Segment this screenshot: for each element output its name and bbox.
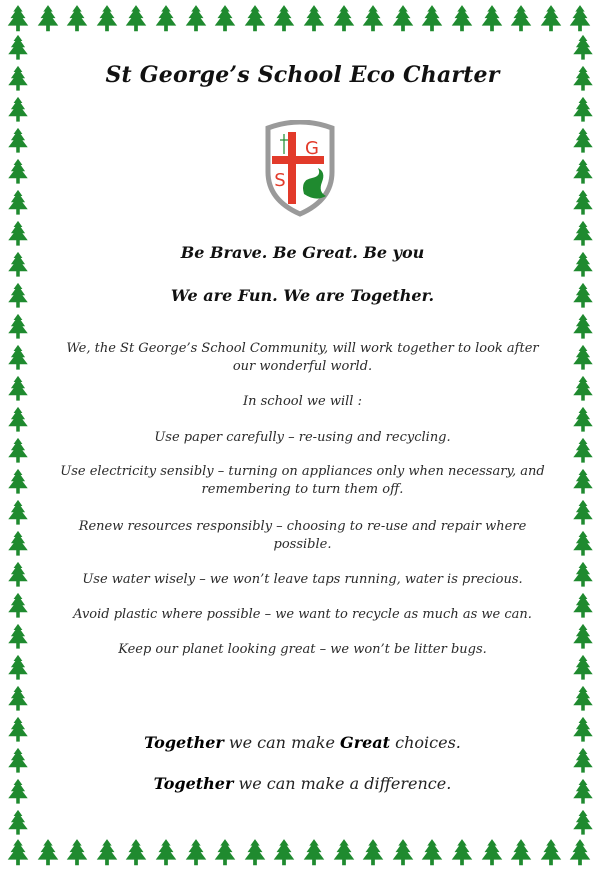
christmas-tree-icon <box>3 375 33 405</box>
motto-line-2: We are Fun. We are Together. <box>170 286 435 305</box>
christmas-tree-icon <box>211 838 239 870</box>
christmas-tree-icon <box>568 406 598 436</box>
christmas-tree-icon <box>330 4 358 36</box>
christmas-tree-icon <box>122 4 150 36</box>
tree-border-left <box>3 34 37 840</box>
christmas-tree-icon <box>568 747 598 777</box>
christmas-tree-icon <box>4 4 32 36</box>
christmas-tree-icon <box>3 313 33 343</box>
pledge-item: Keep our planet looking great – we won’t be litter bugs. <box>118 642 487 657</box>
christmas-tree-icon <box>568 468 598 498</box>
christmas-tree-icon <box>182 838 210 870</box>
christmas-tree-icon <box>568 282 598 312</box>
christmas-tree-icon <box>478 838 506 870</box>
christmas-tree-icon <box>3 530 33 560</box>
christmas-tree-icon <box>568 685 598 715</box>
christmas-tree-icon <box>568 778 598 808</box>
pledge-item: Avoid plastic where possible – we want to recycle as much as we can. <box>73 607 532 622</box>
christmas-tree-icon <box>568 716 598 746</box>
intro-paragraph: We, the St George’s School Community, will work together to look after our wonderful world. <box>66 341 539 374</box>
christmas-tree-icon <box>63 4 91 36</box>
christmas-tree-icon <box>389 4 417 36</box>
christmas-tree-icon <box>568 623 598 653</box>
christmas-tree-icon <box>537 4 565 36</box>
christmas-tree-icon <box>568 561 598 591</box>
pledge-item: Use paper carefully – re-using and recycling. <box>154 430 451 445</box>
christmas-tree-icon <box>182 4 210 36</box>
christmas-tree-icon <box>568 220 598 250</box>
pledge-item: Use water wisely – we won’t leave taps running, water is precious. <box>82 572 523 587</box>
christmas-tree-icon <box>568 654 598 684</box>
christmas-tree-icon <box>34 838 62 870</box>
christmas-tree-icon <box>3 34 33 64</box>
christmas-tree-icon <box>330 838 358 870</box>
christmas-tree-icon <box>152 4 180 36</box>
christmas-tree-icon <box>568 189 598 219</box>
in-school-heading: In school we will : <box>243 394 362 409</box>
christmas-tree-icon <box>3 499 33 529</box>
closing-text: choices. <box>390 733 461 752</box>
christmas-tree-icon <box>3 406 33 436</box>
christmas-tree-icon <box>3 96 33 126</box>
christmas-tree-icon <box>478 4 506 36</box>
christmas-tree-icon <box>3 65 33 95</box>
christmas-tree-icon <box>3 344 33 374</box>
charter-document <box>40 40 565 835</box>
christmas-tree-icon <box>448 838 476 870</box>
christmas-tree-icon <box>568 127 598 157</box>
christmas-tree-icon <box>3 158 33 188</box>
pledge-item: Use electricity sensibly – turning on appliances only when necessary, and remembering to turn them off. <box>60 464 545 497</box>
christmas-tree-icon <box>122 838 150 870</box>
christmas-tree-icon <box>270 4 298 36</box>
christmas-tree-icon <box>418 4 446 36</box>
pledge-item: Renew resources responsibly – choosing to re-use and repair where possible. <box>78 519 527 552</box>
christmas-tree-icon <box>568 313 598 343</box>
christmas-tree-icon <box>568 34 598 64</box>
christmas-tree-icon <box>568 592 598 622</box>
closing-text: we can make <box>223 733 341 752</box>
christmas-tree-icon <box>3 189 33 219</box>
christmas-tree-icon <box>3 716 33 746</box>
christmas-tree-icon <box>3 220 33 250</box>
christmas-tree-icon <box>63 838 91 870</box>
christmas-tree-icon <box>3 685 33 715</box>
christmas-tree-icon <box>566 4 594 36</box>
tree-border-top <box>0 4 605 38</box>
christmas-tree-icon <box>418 838 446 870</box>
christmas-tree-icon <box>3 778 33 808</box>
christmas-tree-icon <box>241 4 269 36</box>
christmas-tree-icon <box>3 282 33 312</box>
crest-letter-s: S <box>274 170 286 191</box>
christmas-tree-icon <box>568 65 598 95</box>
closing-emphasis-together: Together <box>153 774 234 793</box>
christmas-tree-icon <box>241 838 269 870</box>
christmas-tree-icon <box>300 838 328 870</box>
christmas-tree-icon <box>568 375 598 405</box>
christmas-tree-icon <box>568 437 598 467</box>
christmas-tree-icon <box>507 4 535 36</box>
christmas-tree-icon <box>3 654 33 684</box>
christmas-tree-icon <box>3 127 33 157</box>
christmas-tree-icon <box>3 468 33 498</box>
christmas-tree-icon <box>3 809 33 839</box>
christmas-tree-icon <box>3 592 33 622</box>
closing-emphasis-together: Together <box>144 733 224 752</box>
closing-line-2 <box>40 774 565 793</box>
christmas-tree-icon <box>448 4 476 36</box>
christmas-tree-icon <box>93 838 121 870</box>
christmas-tree-icon <box>568 96 598 126</box>
christmas-tree-icon <box>93 4 121 36</box>
christmas-tree-icon <box>270 838 298 870</box>
christmas-tree-icon <box>568 809 598 839</box>
school-crest-icon <box>260 120 340 218</box>
christmas-tree-icon <box>3 561 33 591</box>
christmas-tree-icon <box>359 838 387 870</box>
closing-text: we can make a difference. <box>233 774 452 793</box>
christmas-tree-icon <box>568 251 598 281</box>
christmas-tree-icon <box>3 437 33 467</box>
christmas-tree-icon <box>568 530 598 560</box>
christmas-tree-icon <box>211 4 239 36</box>
christmas-tree-icon <box>568 499 598 529</box>
christmas-tree-icon <box>300 4 328 36</box>
christmas-tree-icon <box>568 158 598 188</box>
closing-line-1 <box>40 733 565 752</box>
christmas-tree-icon <box>568 344 598 374</box>
christmas-tree-icon <box>152 838 180 870</box>
christmas-tree-icon <box>3 623 33 653</box>
christmas-tree-icon <box>537 838 565 870</box>
christmas-tree-icon <box>3 251 33 281</box>
christmas-tree-icon <box>389 838 417 870</box>
closing-emphasis-great: Great <box>340 733 391 752</box>
christmas-tree-icon <box>359 4 387 36</box>
motto-line-1: Be Brave. Be Great. Be you <box>180 243 425 262</box>
page-title: St George’s School Eco Charter <box>105 62 500 88</box>
christmas-tree-icon <box>3 747 33 777</box>
christmas-tree-icon <box>507 838 535 870</box>
tree-border-right <box>568 34 602 840</box>
christmas-tree-icon <box>34 4 62 36</box>
christmas-tree-icon <box>4 838 32 870</box>
christmas-tree-icon <box>566 838 594 870</box>
crest-letter-g: G <box>305 138 319 159</box>
tree-border-bottom <box>0 838 605 872</box>
